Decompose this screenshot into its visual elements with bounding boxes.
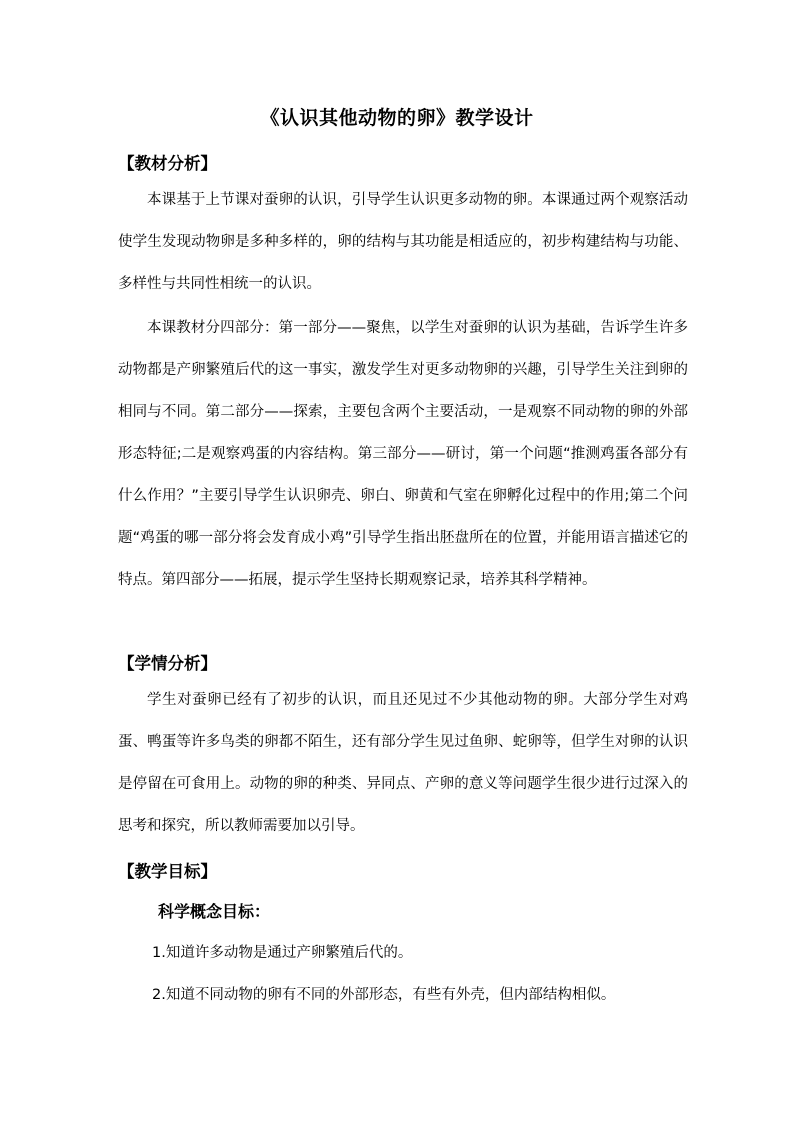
section-heading-teaching-goals: 【教学目标】 <box>118 862 217 881</box>
subheading-science-concept-goals: 科学概念目标： <box>158 902 271 921</box>
section-heading-material-analysis: 【教材分析】 <box>118 154 217 173</box>
section-heading-student-analysis: 【学情分析】 <box>118 654 217 673</box>
paragraph-student-analysis: 学生对蚕卵已经有了初步的认识，而且还见过不少其他动物的卵。大部分学生对鸡蛋、鸭蛋等许多鸟类的卵都不陌生，还有部分学生见过鱼卵、蛇卵等，但学生对卵的认识是停留在可食用上。动物的卵的种类、异同点、产卵的意义等问题学生很少进行过深入的思考和探究，所以教师需要加以引导。 <box>118 692 688 834</box>
document-title: 《认识其他动物的卵》教学设计 <box>260 107 534 129</box>
paragraph-material-parts: 本课教材分四部分：第一部分——聚焦，以学生对蚕卵的认识为基础，告诉学生许多动物都是产卵繁殖后代的这一事实，激发学生对更多动物卵的兴趣，引导学生关注到卵的相同与不同。第二部分——探索，主要包含两个主要活动，一是观察不同动物的卵的外部形态特征;二是观察鸡蛋的内容结构。第三部分——研讨，第一个问题“推测鸡蛋各部分有什么作用？”主要引导学生认识卵壳、卵白、卵黄和气室在卵孵化过程中的作用;第二个问题“鸡蛋的哪一部分将会发育成小鸡”引导学生指出胚盘所在的位置，并能用语言描述它的特点。第四部分——拓展，提示学生坚持长期观察记录，培养其科学精神。 <box>118 320 688 588</box>
goal-item-2: 2.知道不同动物的卵有不同的外部形态，有些有外壳，但内部结构相似。 <box>152 987 616 1003</box>
goal-item-1: 1.知道许多动物是通过产卵繁殖后代的。 <box>152 945 413 961</box>
paragraph-material-intro: 本课基于上节课对蚕卵的认识，引导学生认识更多动物的卵。本课通过两个观察活动使学生发现动物卵是多种多样的，卵的结构与其功能是相适应的，初步构建结构与功能、多样性与共同性相统一的认识。 <box>118 192 688 292</box>
